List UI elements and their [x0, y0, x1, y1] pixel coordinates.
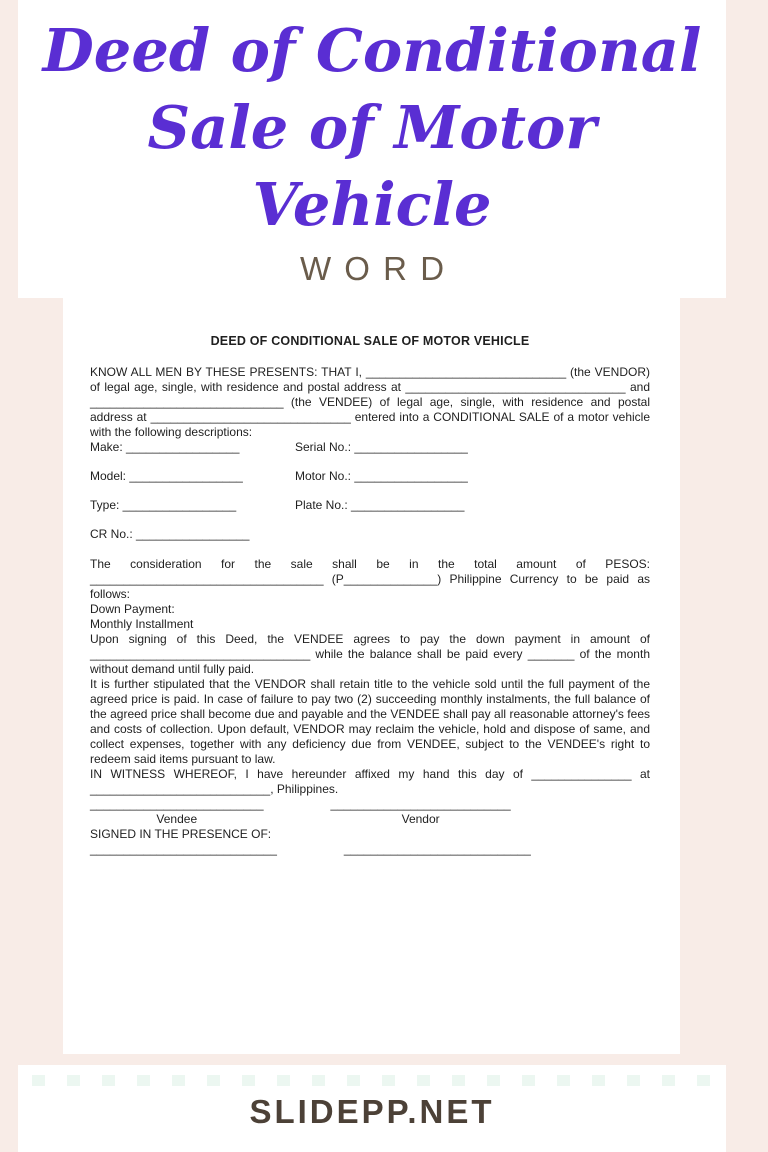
site-name: SLIDEPP.NET — [249, 1093, 495, 1130]
field-model: Model: _________________ — [90, 469, 243, 483]
header-panel — [18, 0, 726, 298]
field-empty — [295, 527, 650, 542]
signature-row — [90, 797, 650, 827]
field-make: Make: _________________ — [90, 440, 240, 454]
witness-signature-row — [90, 842, 650, 857]
vendee-signature-block — [90, 797, 264, 827]
witness-signature-gap — [277, 842, 344, 857]
monthly-installment-label: Monthly Installment — [90, 617, 194, 631]
field-serial: Serial No.: _________________ — [295, 440, 468, 454]
consideration-paragraph: The consideration for the sale shall be in the total amount of PESOS: ___________________________________ (P______________) Philippine Currency to be paid as follows: — [90, 557, 650, 601]
pin-title-line-3: Vehicle — [252, 170, 492, 239]
witness-left-block — [90, 842, 277, 857]
witness-left-line: ____________________________ — [90, 842, 277, 856]
footer-panel — [18, 1065, 726, 1152]
signature-gap — [264, 797, 331, 827]
vendor-signature-line: ___________________________ — [330, 797, 511, 811]
vendor-signature-block — [331, 797, 511, 827]
intro-paragraph: KNOW ALL MEN BY THESE PRESENTS: THAT I, ______________________________ (the VENDOR) of legal age, single, with residence and postal address at _________________________________ and _____________________________ (the VENDEE) of legal age, single, with residence and postal address at ______________________________ entered into a CONDITIONAL SALE of a motor vehicle with the following descriptions: — [90, 365, 650, 439]
witness-right-block — [344, 842, 531, 857]
format-label-word: WORD — [299, 250, 458, 287]
vendee-label: Vendee — [156, 812, 198, 826]
vehicle-fields-table — [90, 440, 650, 542]
field-plate: Plate No.: _________________ — [295, 498, 465, 512]
document-page — [63, 298, 680, 1054]
presence-label: SIGNED IN THE PRESENCE OF: — [90, 827, 272, 841]
pin-title-line-1: Deed of Conditional — [42, 16, 702, 85]
field-type: Type: _________________ — [90, 498, 237, 512]
pin-title-line-2: Sale of Motor — [147, 93, 597, 162]
decor-squares-row — [32, 1075, 712, 1086]
stipulation-paragraph: It is further stipulated that the VENDOR shall retain title to the vehicle sold until the full payment of the agreed price is paid. In case of failure to pay two (2) succeeding monthly instalments, the full balance of the agreed price shall become due and payable and the VENDEE shall pay all reasonable attorney's fees and costs of collection. Upon default, VENDOR may reclaim the vehicle, hold and dispose of same, and collect expenses, together with any deficiency due from VENDEE, subject to the VENDEE's right to redeem said items pursuant to law. — [90, 677, 650, 766]
down-payment-label: Down Payment: — [90, 602, 175, 616]
vendee-signature-line: __________________________ — [90, 797, 264, 811]
witness-right-line: ____________________________ — [343, 842, 531, 856]
pin-title — [18, 0, 726, 243]
document-title: DEED OF CONDITIONAL SALE OF MOTOR VEHICLE — [210, 334, 530, 348]
field-motor: Motor No.: _________________ — [295, 469, 468, 483]
witness-paragraph: IN WITNESS WHEREOF, I have hereunder affixed my hand this day of _______________ at ___________________________, Philippines. — [90, 767, 650, 796]
field-cr: CR No.: _________________ — [90, 527, 250, 541]
vendor-label: Vendor — [401, 812, 440, 826]
upon-signing-paragraph: Upon signing of this Deed, the VENDEE agrees to pay the down payment in amount of _________________________________ while the balance shall be paid every _______ of the month without demand until fully paid. — [90, 632, 650, 676]
